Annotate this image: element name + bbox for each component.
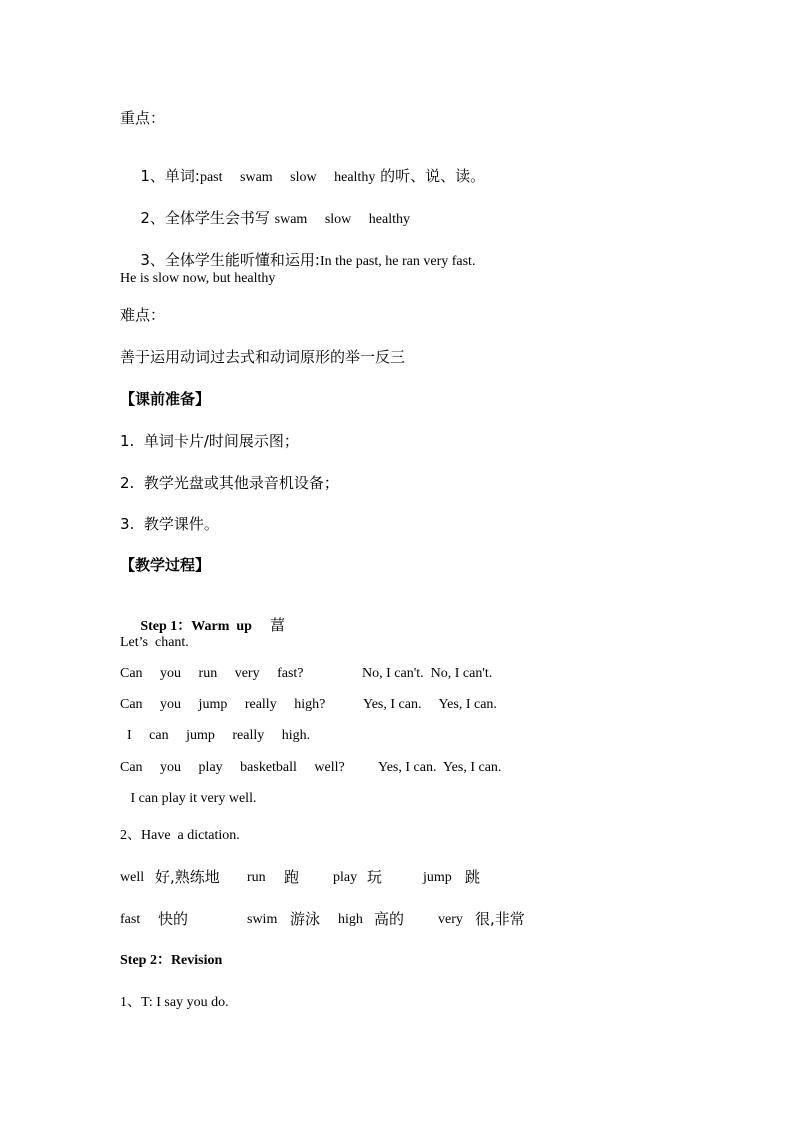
difficulty-text: 善于运用动词过去式和动词原形的举一反三: [120, 348, 406, 366]
vocab-en: fast: [120, 912, 141, 927]
vocab-zh: 很,非常: [475, 910, 525, 928]
vocab-zh: 好,熟练地: [155, 868, 220, 886]
chant-line-1-left: Can you run very fast?: [120, 666, 304, 681]
focus-item-2-words: swam slow healthy: [274, 212, 410, 227]
chant-intro: Let’s chant.: [120, 635, 189, 650]
vocab-en: play: [333, 870, 358, 885]
focus-item-3-prefix: 3、全体学生能听懂和运用:: [140, 251, 320, 269]
focus-item-1-words: past swam slow healthy: [199, 170, 376, 185]
vocab-zh: 跳: [465, 868, 481, 886]
chant-line-2-left: Can you jump really high?: [120, 697, 326, 712]
focus-item-1-suffix: 的听、说、读。: [375, 167, 486, 185]
focus-heading: 重点：: [120, 109, 166, 127]
vocab-en: well: [120, 870, 145, 885]
step-1-extra: 葍: [269, 616, 285, 634]
vocab-zh: 高的: [374, 910, 405, 928]
revision-item-1: 1、T: I say you do.: [120, 995, 229, 1010]
focus-item-3-words: In the past, he ran very fast.: [319, 254, 476, 269]
chant-line-3-left: I can jump really high.: [120, 728, 311, 743]
focus-continuation: He is slow now, but healthy: [120, 271, 276, 286]
prep-item-1: 1. 单词卡片/时间展示图；: [120, 432, 299, 450]
process-heading: 【教学过程】: [120, 556, 211, 574]
chant-line-2-right: Yes, I can. Yes, I can.: [363, 697, 497, 712]
step-1-label: Step 1：Warm up: [140, 619, 252, 634]
chant-line-4-left: Can you play basketball well?: [120, 760, 345, 775]
vocab-en: run: [247, 870, 266, 885]
vocab-en: very: [438, 912, 463, 927]
chant-line-1-right: No, I can't. No, I can't.: [362, 666, 493, 681]
prep-item-2: 2. 教学光盘或其他录音机设备；: [120, 474, 339, 492]
vocab-zh: 玩: [367, 868, 383, 886]
vocab-zh: 跑: [284, 868, 300, 886]
vocab-zh: 游泳: [290, 910, 321, 928]
prep-item-3: 3. 教学课件。: [120, 515, 219, 533]
focus-item-2-prefix: 2、全体学生会书写: [140, 209, 275, 227]
vocab-en: swim: [247, 912, 278, 927]
chant-line-4-right: Yes, I can. Yes, I can.: [378, 760, 502, 775]
step-2-heading: Step 2：Revision: [120, 953, 223, 968]
dictation-label: 2、Have a dictation.: [120, 828, 240, 843]
vocab-en: high: [338, 912, 363, 927]
focus-item-1-prefix: 1、单词:: [140, 167, 200, 185]
chant-line-5-left: I can play it very well.: [120, 791, 257, 806]
vocab-zh: 快的: [158, 910, 189, 928]
vocab-en: jump: [423, 870, 452, 885]
prep-heading: 【课前准备】: [120, 390, 211, 408]
difficulty-heading: 难点：: [120, 306, 166, 324]
